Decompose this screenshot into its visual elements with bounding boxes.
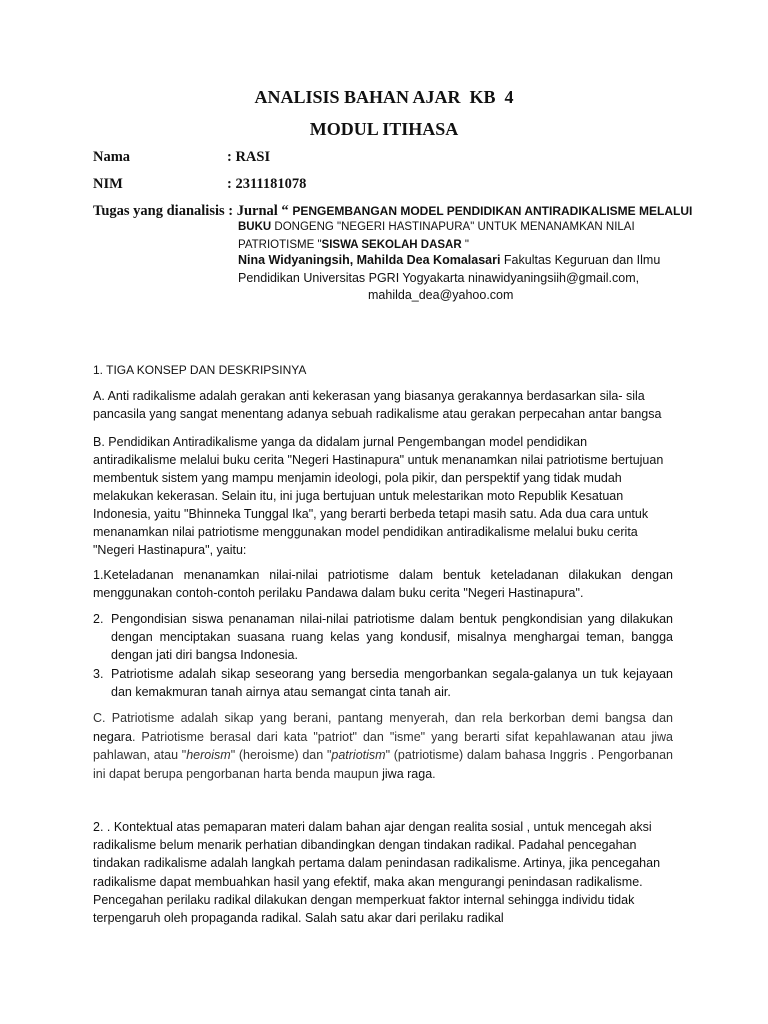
list-item-number: 3. xyxy=(93,667,104,681)
name-row xyxy=(93,149,270,166)
journal-affiliation-3: mahilda_dea@yahoo.com xyxy=(368,288,514,302)
journal-title-line-3c: " xyxy=(461,238,469,251)
paragraph-c-patriotism: patriotism xyxy=(331,748,386,762)
paragraph-c-text: " (heroisme) dan " xyxy=(230,748,332,762)
document-subtitle: MODUL ITIHASA xyxy=(309,119,459,139)
journal-title-continuation xyxy=(238,219,678,254)
list-item xyxy=(93,610,673,664)
paragraph-c-text: C. Patriotisme adalah sikap yang berani, pantang menyerah, dan rela berkorban demi bangsa dan xyxy=(93,711,673,725)
paragraph-c-heroism: heroism xyxy=(186,748,231,762)
journal-title-line-1: PENGEMBANGAN MODEL PENDIDIKAN ANTIRADIKALISME MELALUI xyxy=(292,204,693,218)
paragraph-c-negara: negara xyxy=(93,729,132,744)
section-2-paragraph: 2. . Kontektual atas pemaparan materi dalam bahan ajar dengan realita sosial , untuk mencegah aksi radikalisme belum menarik perhatian dibandingkan dengan tindakan radikal. Padahal pencegahan tindakan radikalisme adalah langkah pertama dalam penindasan radikalisme. Artinya, jika pencegahan radikalisme dapat membuahkan hasil yang efektif, maka akan mengurangi penindasan radikalisme. Pencegahan perilaku radikal dilakukan dengan memperkuat faktor internal sehingga individu tidak terpengaruh oleh propaganda radikal. Salah satu akar dari perilaku radikal xyxy=(93,820,661,926)
journal-title-line-3b: SISWA SEKOLAH DASAR xyxy=(321,238,462,251)
paragraph-c-text: . Patriotisme berasal dari kata "patriot" dan "isme" yang berarti sifat kepahlawanan atau jiwa pahlawan, atau " xyxy=(93,729,673,762)
list-item-text: Patriotisme adalah sikap seseorang yang bersedia mengorbankan segala-galanya un tuk kejayaan dan kemakmuran tanah airnya atau semangat cinta tanah air. xyxy=(111,667,673,699)
task-label: Tugas yang dianalisis xyxy=(93,203,225,219)
journal-title-line-3a: PATRIOTISME " xyxy=(238,238,322,251)
task-row xyxy=(93,203,692,220)
document-title: ANALISIS BAHAN AJAR KB 4 xyxy=(254,87,514,107)
list-item-text: Pengondisian siswa penanaman nilai-nilai patriotisme dalam bentuk pengkondisian yang dilakukan dengan menciptakan suasana ruang kelas yang kondusif, misalnya menghargai teman, bangga dengan jati diri bangsa Indonesia. xyxy=(111,612,673,662)
section-1-heading: 1. TIGA KONSEP DAN DESKRIPSINYA xyxy=(93,363,307,377)
journal-title-line-2: DONGENG "NEGERI HASTINAPURA" UNTUK MENANAMKAN NILAI xyxy=(271,221,635,233)
list-item-number: 2. xyxy=(93,612,104,626)
journal-affiliation-2: Pendidikan Universitas PGRI Yogyakarta ninawidyaningsiih@gmail.com, xyxy=(238,270,640,285)
section-1-paragraph-b: B. Pendidikan Antiradikalisme yanga da didalam jurnal Pengembangan model pendidikan antiradikalisme melalui buku cerita "Negeri Hastinapura" untuk menanamkan nilai patriotisme bertujuan membentuk sistem yang mampu menjamin ideologi, pola pikir, dan perspektif yang tidak mudah melakukan kekerasan. Selain itu, ini juga bertujuan untuk melestarikan moto Republik Kesatuan Indonesia, yaitu "Bhinneka Tunggal Ika", yang berarti berbeda tetapi masih satu. Ada dua cara untuk menanamkan nilai patriotisme menggunakan model pendidikan antiradikalisme melalui buku cerita "Negeri Hastinapura", yaitu: xyxy=(93,435,664,557)
journal-authors: Nina Widyaningsih, Mahilda Dea Komalasari xyxy=(238,253,501,267)
section-1-paragraph-c xyxy=(93,709,673,783)
name-value: : RASI xyxy=(227,149,271,165)
name-label: Nama xyxy=(93,149,131,165)
list-item xyxy=(93,665,673,701)
nim-row xyxy=(93,176,306,193)
nim-label: NIM xyxy=(93,176,123,192)
journal-authors-block xyxy=(238,252,678,305)
section-1-paragraph-b1: 1.Keteladanan menanamkan nilai-nilai patriotisme dalam bentuk keteladanan dilakukan dengan menggunakan contoh-contoh perilaku Pandawa dalam buku cerita "Negeri Hastinapura". xyxy=(93,568,673,600)
task-prefix: : Jurnal “ xyxy=(228,203,293,219)
section-1-paragraph-a: A. Anti radikalisme adalah gerakan anti kekerasan yang biasanya gerakannya berdasarkan sila- sila pancasila yang sangat menentang adanya sebuah radikalisme atau gerakan perpecahan antar bangsa xyxy=(93,389,662,421)
paragraph-c-text: " (patriotisme) dalam bahasa Inggris . Pengorbanan ini dapat berupa pengorbanan harta benda maupun xyxy=(93,748,674,781)
paragraph-c-jiwa-raga: jiwa raga xyxy=(382,766,433,781)
nim-value: : 2311181078 xyxy=(227,176,307,192)
journal-title-buku: BUKU xyxy=(238,221,272,233)
journal-affiliation-1: Fakultas Keguruan dan Ilmu xyxy=(500,253,661,267)
paragraph-c-text: . xyxy=(432,766,436,781)
